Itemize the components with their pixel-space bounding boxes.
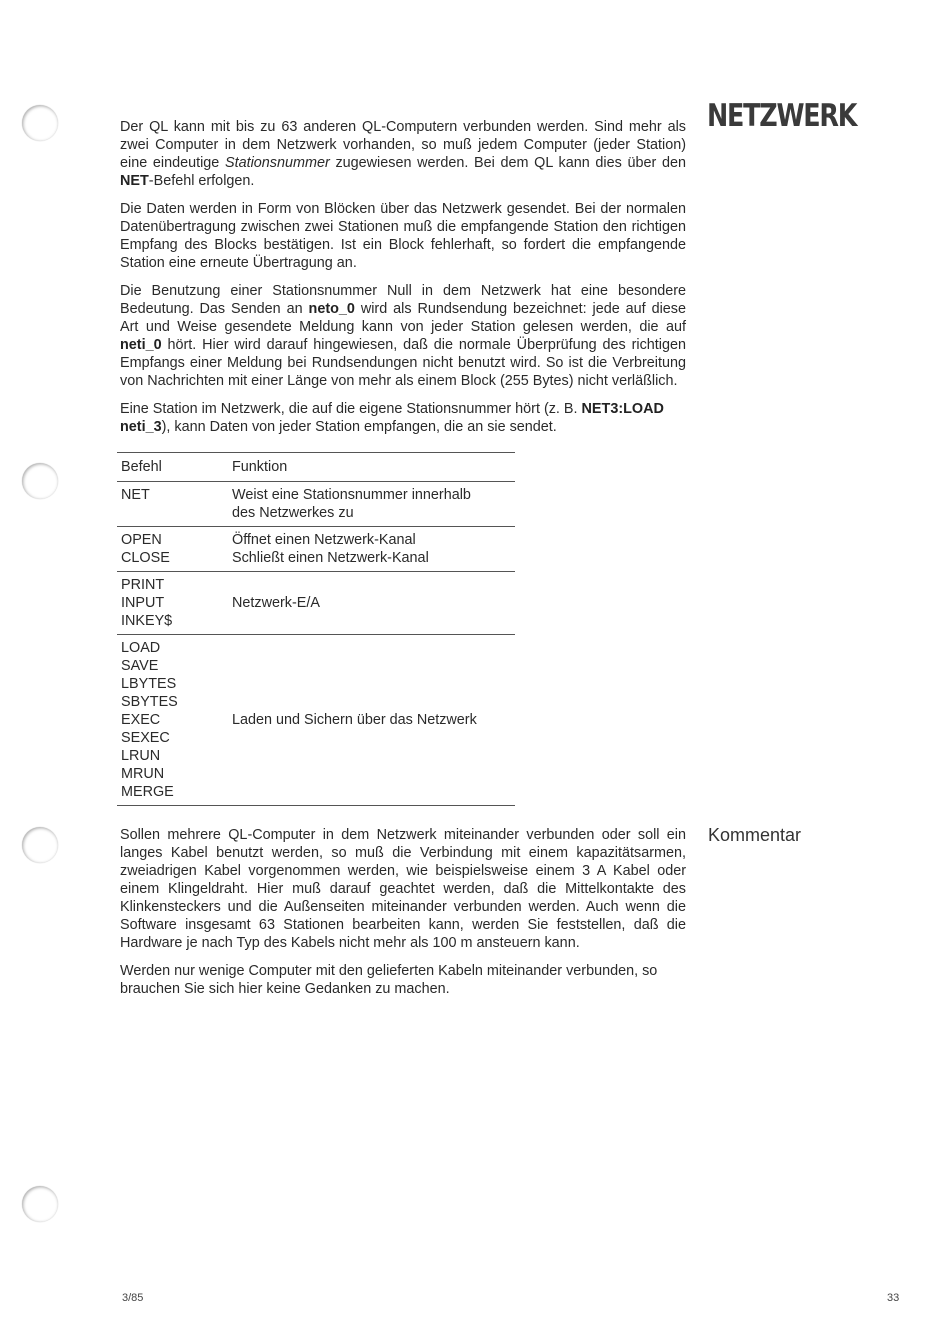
command: SBYTES bbox=[121, 694, 178, 710]
command: MERGE bbox=[121, 784, 174, 800]
function-text: Schließt einen Netzwerk-Kanal bbox=[232, 550, 429, 566]
header-funktion: Funktion bbox=[232, 459, 288, 475]
binder-hole-2 bbox=[22, 463, 58, 499]
intro-text bbox=[120, 118, 686, 446]
command: LBYTES bbox=[121, 676, 177, 692]
binder-hole-4 bbox=[22, 1186, 58, 1222]
table-row bbox=[117, 527, 515, 572]
command: EXEC bbox=[121, 712, 161, 728]
function-cell: Weist eine Stationsnummer innerhalb des Netzwerkes zu bbox=[232, 487, 471, 521]
footer-date: 3/85 bbox=[122, 1292, 144, 1304]
function-cell: Netzwerk-E/A bbox=[232, 595, 320, 611]
comment-paragraph-2: Werden nur wenige Computer mit den gelieferten Kabeln miteinander verbunden, so brauchen Sie sich hier keine Gedanken zu machen. bbox=[120, 963, 658, 997]
command: CLOSE bbox=[121, 550, 170, 566]
paragraph-1: Der QL kann mit bis zu 63 anderen QL-Computern verbunden werden. Sind mehr als zwei Computer in dem Netzwerk vorhanden, so muß jedem Computer (jeder Station) eine eindeutige Stationsnummer zugewiesen werden. Bei dem QL kann dies über den NET-Befehl erfolgen. bbox=[120, 119, 686, 189]
comment-paragraph-1: Sollen mehrere QL-Computer in dem Netzwerk miteinander verbunden oder soll ein langes Kabel benutzt werden, so muß die Verbindung mit einem kapazitätsarmen, zweiadrigen Kabel vorgenommen werden, wie beispielsweise einem 3 A Kabel oder einem Klingeldraht. Hier muß darauf geachtet werden, daß die Mittelkontakte des Klinkensteckers und die Außenseiten miteinander verbunden werden. Auch wenn die Software insgesamt 63 Stationen bearbeiten kann, werden Sie feststellen, daß die Hardware je nach Typ des Kabels nicht mehr als 100 m ansteuern kann. bbox=[120, 827, 686, 951]
function-text: Öffnet einen Netzwerk-Kanal bbox=[232, 532, 416, 548]
command: NET bbox=[121, 487, 150, 503]
comment-heading: Kommentar bbox=[708, 825, 802, 845]
function-cell bbox=[228, 527, 515, 572]
paragraph-2: Die Daten werden in Form von Blöcken über das Netzwerk gesendet. Bei der normalen Datenübertragung zwischen zwei Stationen muß die empfangende Station den richtigen Empfang des Blocks bestätigen. Ist ein Block fehlerhaft, so fordert die empfangende Station eine erneute Übertragung an. bbox=[120, 201, 686, 271]
table-row bbox=[117, 572, 515, 635]
page-number: 33 bbox=[887, 1292, 900, 1304]
paragraph-4: Eine Station im Netzwerk, die auf die eigene Stationsnummer hört (z. B. NET3:LOAD neti_3), kann Daten von jeder Station empfangen, die an sie sendet. bbox=[120, 401, 664, 435]
command: MRUN bbox=[121, 766, 165, 782]
comment-text bbox=[120, 826, 686, 1008]
command-table bbox=[117, 452, 515, 806]
binder-hole-1 bbox=[22, 105, 58, 141]
command: SEXEC bbox=[121, 730, 170, 746]
command: SAVE bbox=[121, 658, 159, 674]
command-cell bbox=[117, 572, 228, 635]
command: PRINT bbox=[121, 577, 165, 593]
binder-hole-3 bbox=[22, 827, 58, 863]
header-befehl: Befehl bbox=[121, 459, 162, 475]
command: LRUN bbox=[121, 748, 161, 764]
table-row bbox=[117, 482, 515, 527]
command: OPEN bbox=[121, 532, 162, 548]
section-title: NETZWERK bbox=[707, 98, 857, 134]
paragraph-3: Die Benutzung einer Stationsnummer Null in dem Netzwerk hat eine besondere Bedeutung. Das Senden an neto_0 wird als Rundsendung bezeichnet: jede auf diese Art und Weise gesendete Meldung kann von jeder Station gelesen werden, die auf neti_0 hört. Hier wird darauf hingewiesen, daß die normale Überprüfung des richtigen Empfangs einer Meldung bei Rundsendungen nicht benutzt wird. So ist die Verbreitung von Nachrichten mit einer Länge von mehr als einem Block (255 Bytes) nicht verläßlich. bbox=[120, 283, 687, 389]
command: LOAD bbox=[121, 640, 161, 656]
command-cell bbox=[117, 635, 228, 806]
command: INKEY$ bbox=[121, 613, 173, 629]
table-header-row bbox=[117, 453, 515, 482]
command-cell bbox=[117, 482, 228, 527]
command-cell bbox=[117, 527, 228, 572]
table-row bbox=[117, 635, 515, 806]
command: INPUT bbox=[121, 595, 165, 611]
function-cell: Laden und Sichern über das Netzwerk bbox=[232, 712, 477, 728]
